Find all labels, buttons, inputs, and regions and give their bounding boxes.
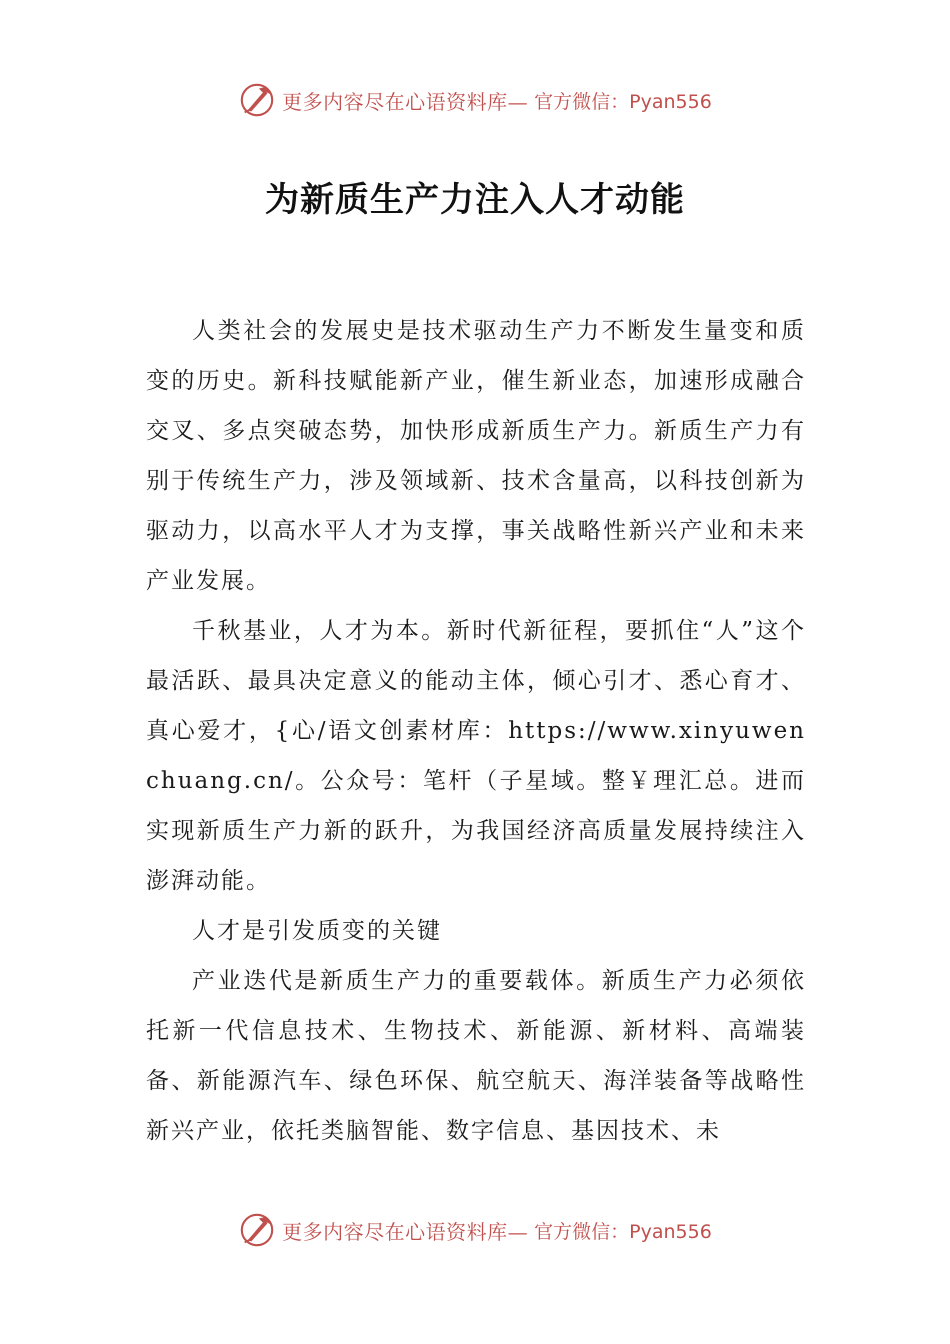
document-body	[146, 306, 806, 1156]
quill-circle-icon	[238, 1211, 276, 1249]
paragraph: 产业迭代是新质生产力的重要载体。新质生产力必须依托新一代信息技术、生物技术、新能源、新材料、高端装备、新能源汽车、绿色环保、航空航天、海洋装备等战略性新兴产业，依托类脑智能、数字信息、基因技术、未	[146, 968, 806, 1144]
footer-banner	[0, 1210, 950, 1250]
banner-brand-text: 更多内容尽在心语资料库—	[282, 1219, 529, 1244]
paragraph: 千秋基业，人才为本。新时代新征程，要抓住“人”这个最活跃、最具决定意义的能动主体，倾心引才、悉心育才、真心爱才，{心/语文创素材库：https://www.xinyuwenchuang.cn/。公众号：笔杆（子星域。整￥理汇总。进而实现新质生产力新的跃升，为我国经济高质量发展持续注入澎湃动能。	[146, 618, 806, 894]
quill-circle-icon	[238, 81, 276, 119]
banner-brand-text: 更多内容尽在心语资料库—	[282, 89, 529, 114]
banner-wechat-text: 官方微信：Pyan556	[534, 1220, 712, 1243]
document-title: 为新质生产力注入人才动能	[265, 180, 685, 220]
header-banner	[0, 80, 950, 120]
banner-wechat-text: 官方微信：Pyan556	[534, 90, 712, 113]
section-heading: 人才是引发质变的关键	[192, 918, 442, 944]
paragraph: 人类社会的发展史是技术驱动生产力不断发生量变和质变的历史。新科技赋能新产业，催生新业态，加速形成融合交叉、多点突破态势，加快形成新质生产力。新质生产力有别于传统生产力，涉及领域新、技术含量高，以科技创新为驱动力，以高水平人才为支撑，事关战略性新兴产业和未来产业发展。	[146, 318, 806, 594]
